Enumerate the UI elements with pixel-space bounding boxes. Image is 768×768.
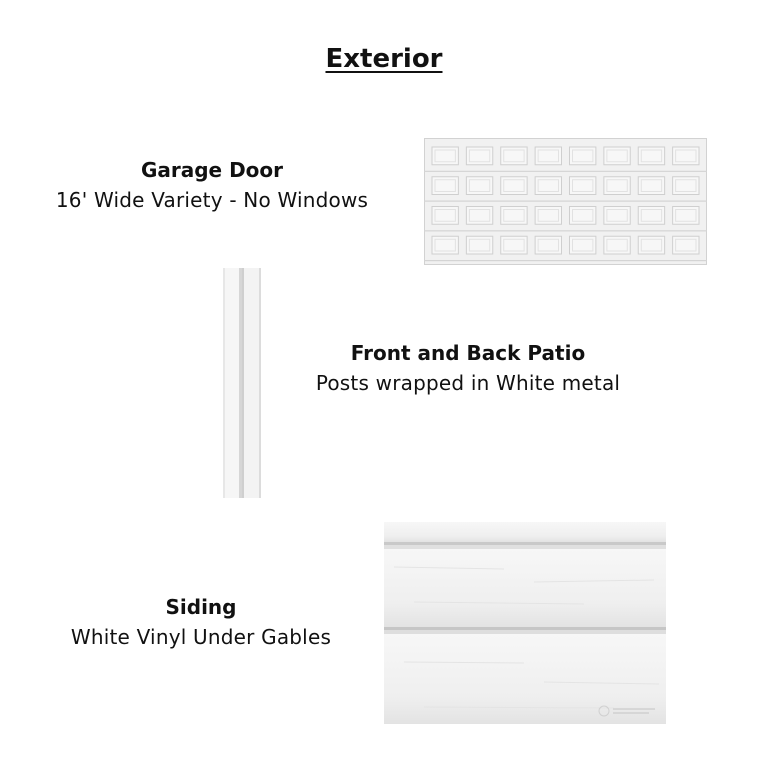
- siding-image: [384, 522, 666, 724]
- garage-door-section: [30, 156, 394, 216]
- patio-heading: Front and Back Patio: [350, 341, 586, 365]
- patio-section: [290, 339, 646, 399]
- watermark-logo: [598, 704, 658, 718]
- page-title: Exterior: [325, 44, 443, 74]
- garage-door-description: 16' Wide Variety - No Windows: [55, 188, 369, 212]
- garage-door-heading: Garage Door: [140, 158, 284, 182]
- siding-section: [50, 593, 352, 653]
- siding-heading: Siding: [165, 595, 237, 619]
- siding-description: White Vinyl Under Gables: [70, 625, 332, 649]
- garage-door-image: [424, 138, 707, 265]
- patio-post-image: [223, 268, 261, 498]
- patio-description: Posts wrapped in White metal: [315, 371, 621, 395]
